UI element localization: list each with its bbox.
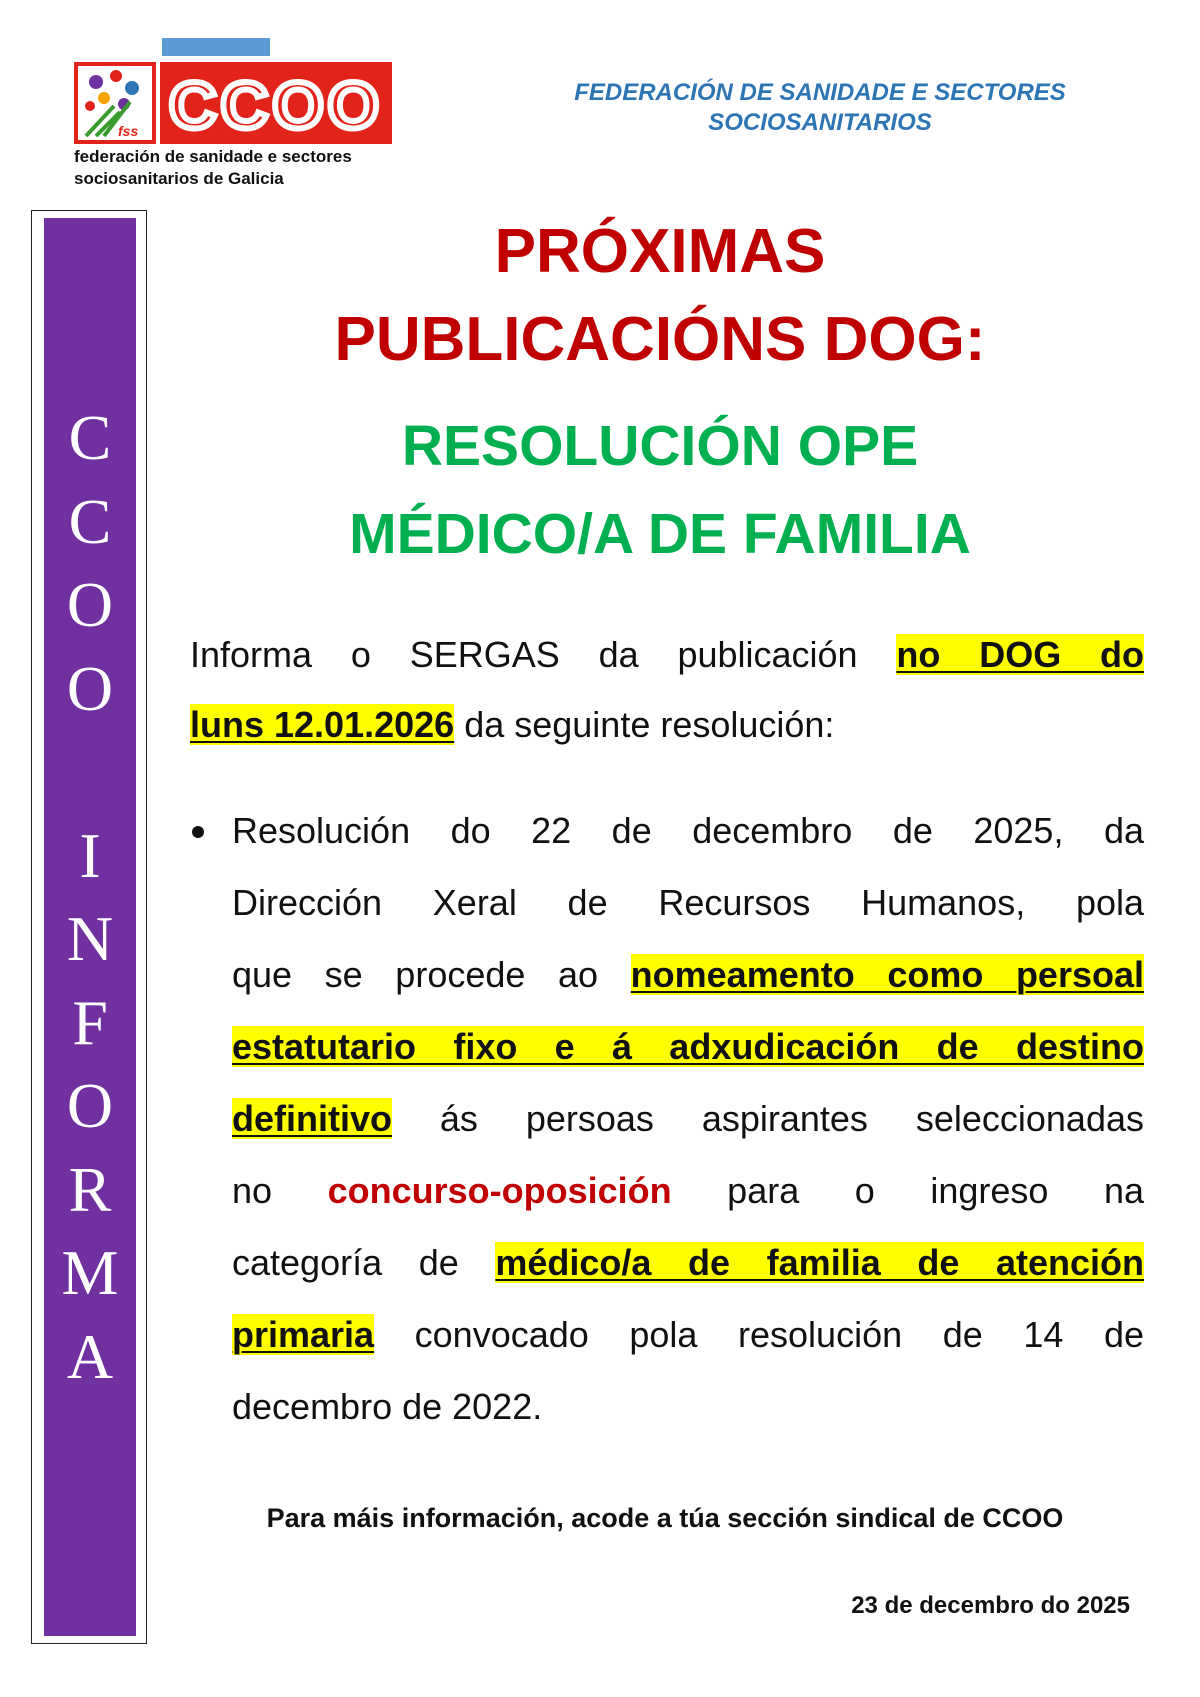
logo-subtitle-line2: sociosanitarios de Galicia: [74, 169, 284, 188]
highlight-dog-date: no DOG do: [896, 634, 1144, 675]
sidebar-letter: O: [66, 569, 114, 640]
sidebar-letter: M: [61, 1237, 119, 1308]
logo-subtitle-line1: federación de sanidade e sectores: [74, 147, 352, 166]
sidebar-letter: O: [66, 652, 114, 724]
title-line2: PUBLICACIÓNS DOG:: [334, 305, 986, 374]
sidebar-letter: N: [66, 903, 114, 974]
bullet-line7: categoría de médico/a de familia de atención: [232, 1242, 1144, 1283]
bullet-line6: no concurso-oposición para o ingreso na: [232, 1170, 1144, 1211]
bullet-line2: Dirección Xeral de Recursos Humanos, pola: [232, 882, 1144, 923]
sidebar-letter: F: [72, 986, 108, 1058]
title-line1: PRÓXIMAS: [494, 217, 826, 286]
ccoo-logo: [74, 38, 404, 190]
federation-name: [520, 78, 1120, 138]
sidebar-letter: A: [66, 1320, 114, 1392]
bullet-line9: decembro de 2022.: [232, 1386, 543, 1427]
bullet-line1: Resolución do 22 de decembro de 2025, da: [232, 810, 1144, 851]
concurso-text: concurso-oposición: [327, 1170, 672, 1211]
intro-line1: Informa o SERGAS da publicación no DOG do: [190, 634, 1144, 675]
sidebar-letter: I: [79, 819, 101, 891]
logo-blue-bar: [162, 38, 270, 56]
bullet-line8: primaria convocado pola resolución de 14 de: [232, 1314, 1144, 1355]
sidebar-letter: O: [66, 1070, 114, 1141]
highlight-date: luns 12.01.2026: [190, 704, 455, 745]
federation-line2: SOCIOSANITARIOS: [708, 109, 932, 136]
subtitle-line2: MÉDICO/A DE FAMILIA: [349, 502, 971, 566]
bullet-line5: definitivo ás persoas aspirantes seleccionadas: [232, 1098, 1144, 1139]
more-info: Para máis información, acode a túa sección sindical de CCOO: [266, 1503, 1064, 1533]
logo-ccoo-text: CCOO: [169, 68, 383, 142]
logo-subtitle: [74, 146, 352, 190]
subtitle-line1: RESOLUCIÓN OPE: [401, 414, 919, 478]
logo-fss-text: fss: [118, 123, 139, 139]
logo-wordmark: [160, 62, 392, 144]
bullet-line3: que se procede ao nomeamento como persoal: [232, 954, 1144, 995]
federation-line1: FEDERACIÓN DE SANIDADE E SECTORES: [574, 79, 1066, 106]
flower-emblem-icon: [74, 62, 156, 144]
intro-line2: luns 12.01.2026 da seguinte resolución:: [190, 704, 835, 745]
bullet-icon: [192, 826, 204, 838]
sidebar-letter: C: [68, 402, 112, 473]
bullet-line4: estatutario fixo e á adxudicación de destino: [232, 1026, 1144, 1067]
sidebar-vertical-text: [44, 396, 136, 1398]
sidebar-letter: R: [68, 1153, 112, 1225]
document-date: 23 de decembro do 2025: [851, 1592, 1130, 1619]
sidebar-letter: C: [68, 485, 112, 557]
